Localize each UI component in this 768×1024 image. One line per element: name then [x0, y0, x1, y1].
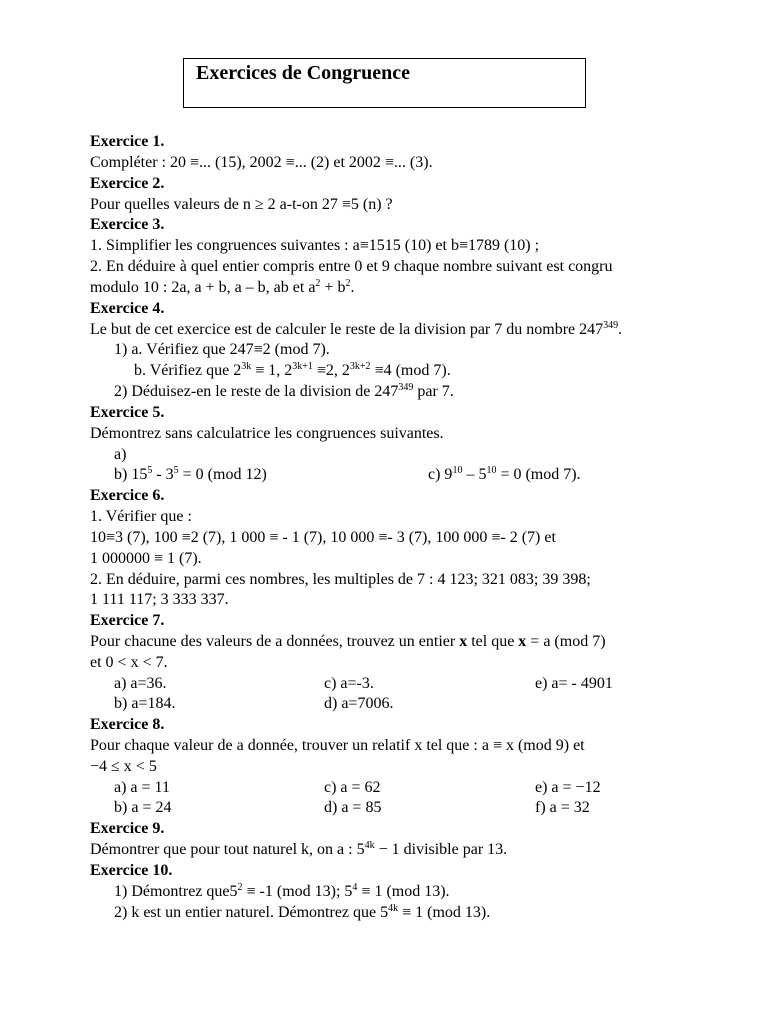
- exercise-7-item-e: e) a= - 4901: [535, 675, 613, 692]
- exercise-8-item-c: c) a = 62: [324, 779, 381, 796]
- exercise-8-intro-2: −4 ≤ x < 5: [90, 758, 157, 775]
- exercise-7-item-d: d) a=7006.: [324, 695, 394, 712]
- exercise-9-heading: Exercice 9.: [90, 820, 165, 837]
- exercise-6-line-3: 1 000000 ≡ 1 (7).: [90, 550, 202, 567]
- exercise-3-line-3: modulo 10 : 2a, a + b, a – b, ab et $a^2 + b^2$.: [90, 278, 355, 296]
- exercise-5-heading: Exercice 5.: [90, 404, 165, 421]
- exercise-1-heading: Exercice 1.: [90, 133, 165, 150]
- exercise-8-item-d: d) a = 85: [324, 799, 382, 816]
- exercise-9-text: Démontrer que pour tout naturel k, on a : $5^{4k} - 1$ divisible par 13.: [90, 840, 508, 858]
- exercise-6-heading: Exercice 6.: [90, 487, 165, 504]
- exercise-7-heading: Exercice 7.: [90, 612, 165, 629]
- exercise-4-item-1b: b. Vérifiez que $2^{3k} \equiv 1$, $2^{3k+1} \equiv 2$, $2^{3k+2} \equiv 4$ (mod 7).: [134, 361, 451, 379]
- exercise-8-item-e: e) a = −12: [535, 779, 601, 796]
- exercise-5-item-c: c) $9^{10} - 5^{10} = 0$ (mod 7).: [428, 465, 581, 483]
- exercise-1-text: Compléter : 20 ≡... (15), 2002 ≡... (2) et 2002 ≡... (3).: [90, 154, 433, 171]
- exercise-10-item-2: 2) k est un entier naturel. Démontrez que $5^{4k} \equiv 1$ (mod 13).: [114, 903, 491, 921]
- exercise-2-heading: Exercice 2.: [90, 175, 165, 192]
- exercise-6-line-1: 1. Vérifier que :: [90, 508, 192, 525]
- exercise-5-intro: Démontrez sans calculatrice les congruences suivantes.: [90, 425, 444, 442]
- exercise-8-item-b: b) a = 24: [114, 799, 172, 816]
- exercise-4-item-2: 2) Déduisez-en le reste de la division de $247^{349}$ par 7.: [114, 382, 454, 400]
- exercise-8-intro: Pour chaque valeur de a donnée, trouver un relatif x tel que : a ≡ x (mod 9) et: [90, 737, 585, 754]
- exercise-5-item-a: a): [114, 446, 127, 463]
- exercise-6-line-4: 2. En déduire, parmi ces nombres, les multiples de 7 : 4 123; 321 083; 39 398;: [90, 571, 591, 588]
- exercise-10-item-1: 1) Démontrez $que5^2 \equiv -1$ (mod 13); $5^4 \equiv 1$ (mod 13).: [114, 882, 450, 900]
- exercise-3-line-1: 1. Simplifier les congruences suivantes : a≡1515 (10) et b≡1789 (10) ;: [90, 237, 540, 254]
- exercise-3-heading: Exercice 3.: [90, 216, 165, 233]
- exercise-4-item-1a: 1) a. Vérifiez que 247≡2 (mod 7).: [114, 341, 330, 358]
- page-title: Exercices de Congruence: [196, 62, 411, 84]
- exercise-5-item-b: b) $15^5 - 3^5 = 0$ (mod 12): [114, 465, 267, 483]
- exercise-8-item-a: a) a = 11: [114, 779, 170, 796]
- exercise-7-intro: Pour chacune des valeurs de a données, trouvez un entier x tel que x = a (mod 7): [90, 633, 606, 650]
- exercise-4-intro: Le but de cet exercice est de calculer le reste de la division par 7 du nombre $247^{349}$.: [90, 320, 623, 338]
- exercise-7-item-b: b) a=184.: [114, 695, 176, 712]
- exercise-8-heading: Exercice 8.: [90, 716, 165, 733]
- exercise-10-heading: Exercice 10.: [90, 862, 173, 879]
- exercise-7-item-a: a) a=36.: [114, 675, 167, 692]
- exercise-8-item-f: f) a = 32: [535, 799, 590, 816]
- exercise-4-heading: Exercice 4.: [90, 300, 165, 317]
- exercise-3-line-2: 2. En déduire à quel entier compris entre 0 et 9 chaque nombre suivant est congru: [90, 258, 613, 275]
- exercise-2-text: Pour quelles valeurs de n ≥ 2 a-t-on 27 ≡5 (n) ?: [90, 196, 393, 213]
- exercise-7-intro-2: et 0 < x < 7.: [90, 654, 168, 671]
- exercise-7-item-c: c) a=-3.: [324, 675, 374, 692]
- title-box: [183, 58, 586, 108]
- exercise-6-line-5: 1 111 117; 3 333 337.: [90, 591, 229, 608]
- exercise-6-line-2: 10≡3 (7), 100 ≡2 (7), 1 000 ≡ - 1 (7), 10 000 ≡- 3 (7), 100 000 ≡- 2 (7) et: [90, 529, 556, 546]
